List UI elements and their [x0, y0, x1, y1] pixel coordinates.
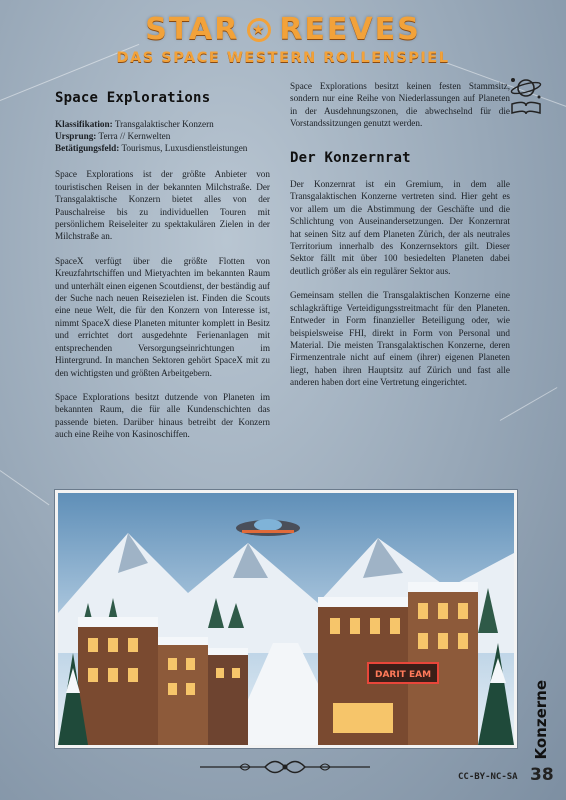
- company-meta: [55, 118, 270, 154]
- paragraph: Space Explorations ist der größte Anbieter von touristischen Reisen in der bekannten Milchstraße. Der Transgalaktische Konzern bietet alles von der Pauschalreise bis zu individuellen Touren mit persönlichem Reiseleiter zu spektakulären Zielen in der Milchstraße an.: [55, 169, 270, 242]
- paragraph: SpaceX verfügt über die größte Flotten von Kreuzfahrtschiffen und Mietyachten im bekannten Raum und unterhält einen eigenen Scoutdienst, der beständig auf der Suche nach neuen Reisezielen ist. Finden die Scouts eine neue Welt, die für den Konzern von Interesse ist, nimmt SpaceX diese Planeten mitunter komplett in Besitz und errichtet dort ausgedehnte Ferienanlagen mit entsprechenden Versorgungseinrichtungen im Hintergrund. In manchen Sektoren gehört SpaceX mit zu den wichtigsten und größten Arbeitgebern.: [55, 255, 270, 378]
- page-number: 38: [530, 765, 554, 785]
- section-heading-space-explorations: Space Explorations: [55, 90, 211, 106]
- illustration-scene: [58, 493, 514, 745]
- meta-row: [55, 142, 270, 154]
- shop-sign: DARIT EAM: [374, 670, 432, 680]
- license-label: CC-BY-NC-SA: [458, 772, 518, 782]
- meta-label: Klassifikation:: [55, 119, 113, 130]
- star-icon: ★: [247, 18, 271, 42]
- footer-ornament: [200, 754, 370, 780]
- right-column: [290, 80, 510, 401]
- meta-row: [55, 118, 270, 130]
- section-heading-konzernrat: Der Konzernrat: [290, 149, 411, 166]
- meta-value: Transgalaktischer Konzern: [114, 119, 214, 130]
- paragraph: Gemeinsam stellen die Transgalaktischen Konzerne eine schlagkräftige Verteidigungsstreitmacht für den Planeten. Entweder in Form finanzieller Beteiligung oder, wie beispielsweise FHI, direkt in Form von Personal und Material. Die meisten Transgalaktischen Konzerne, deren Firmenzentrale nicht auf einem (ihrer) eigenen Planeten liegt, haben ihren Hauptsitz auf Zürich und fast alle anderen haben dort eine Vertretung eingerichtet.: [290, 290, 510, 388]
- frame-line: [0, 470, 49, 505]
- paragraph: Der Konzernrat ist ein Gremium, in dem alle Transgalaktischen Konzerne vertreten sind. Hier geht es vor allem um die Abstimmung der Geschäfte und die Schlichtung von Auseinandersetzungen. Der Konzernrat hat seinen Sitz auf dem Planeten Zürich, der als neutrales Territorium innerhalb des Konzernsektors gilt. Dieser Sektor fällt mit über 100 besiedelten Planeten dabei deutlich größer als ein regulärer Sektor aus.: [290, 179, 510, 276]
- page-title: [0, 12, 566, 47]
- title-star: STAR: [145, 12, 240, 47]
- page-subtitle: DAS SPACE WESTERN ROLLENSPIEL: [116, 50, 450, 66]
- meta-label: Betätigungsfeld:: [55, 143, 120, 154]
- snowy-town-illustration: [55, 490, 517, 748]
- planet-book-icon: [508, 76, 544, 116]
- meta-value: Tourismus, Luxusdienstleistungen: [121, 143, 248, 154]
- paragraph: Space Explorations besitzt keinen festen Stammsitz, sondern nur eine Reihe von Niederlassungen auf Planeten in der Ausdehnungszonen, die abwechselnd für die Vorstandssitzungen genutzt werden.: [290, 81, 510, 129]
- meta-value: Terra // Kernwelten: [98, 131, 171, 142]
- paragraph: Space Explorations besitzt dutzende von Planeten im bekannten Raum, die für alle Kundenschichten das passende bieten. Darüber hinaus betreibt der Konzern auch eine Reihe von Kasinoschiffen.: [55, 391, 270, 440]
- title-reeves: REEVES: [279, 12, 421, 47]
- meta-row: [55, 130, 270, 142]
- chapter-tab: Konzerne: [532, 680, 550, 760]
- left-column: [55, 92, 270, 453]
- meta-label: Ursprung:: [55, 131, 97, 142]
